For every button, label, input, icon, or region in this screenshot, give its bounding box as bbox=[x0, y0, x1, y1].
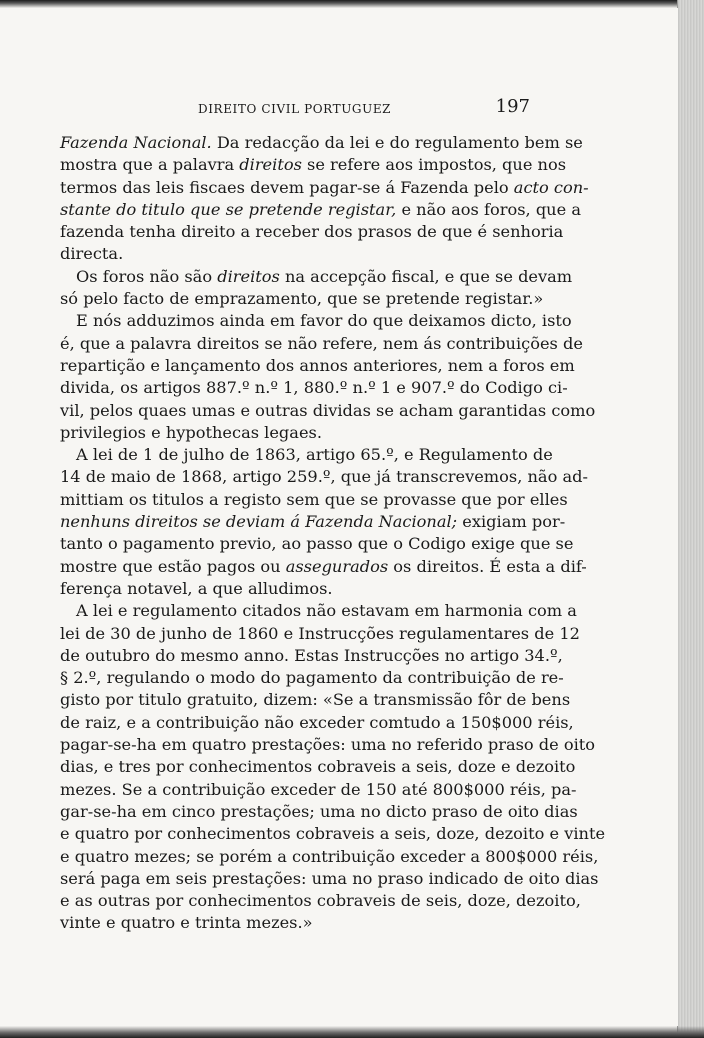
italic-text: stante do titulo que se pretende registar, bbox=[60, 199, 397, 219]
top-binding-shadow bbox=[0, 0, 704, 8]
text-line bbox=[60, 645, 563, 667]
text-line bbox=[60, 310, 572, 332]
page-number: 197 bbox=[495, 96, 530, 117]
text-line bbox=[60, 511, 566, 533]
paragraph bbox=[60, 266, 573, 311]
text-run: Os foros não são bbox=[76, 266, 218, 286]
paragraph bbox=[60, 132, 589, 266]
italic-text: assegurados bbox=[285, 556, 389, 576]
text-run: se refere aos impostos, que nos bbox=[301, 155, 567, 175]
text-run: será paga em seis prestações: uma no praso indicado de oito dias bbox=[60, 868, 599, 888]
text-line bbox=[60, 578, 530, 600]
text-run: mostre que estão pagos ou bbox=[60, 556, 286, 576]
text-line bbox=[60, 801, 578, 823]
text-line bbox=[60, 422, 530, 444]
text-run: A lei e regulamento citados não estavam em harmonia com a bbox=[76, 601, 577, 621]
text-line bbox=[60, 377, 568, 399]
text-run: fazenda tenha direito a receber dos prasos de que é senhoria bbox=[60, 222, 564, 242]
text-run: e as outras por conhecimentos cobraveis de seis, doze, dezoito, bbox=[60, 891, 581, 911]
text-run: pagar-se-ha em quatro prestações: uma no referido praso de oito bbox=[60, 735, 596, 755]
italic-text: acto con- bbox=[513, 177, 589, 197]
text-line bbox=[60, 221, 564, 243]
italic-text: nenhuns direitos se deviam á Fazenda Nacional; bbox=[60, 512, 458, 532]
page-header bbox=[60, 96, 530, 122]
text-run: divida, os artigos 887.º n.º 1, 880.º n.º 1 e 907.º do Codigo ci- bbox=[60, 378, 568, 398]
text-run: gar-se-ha em cinco prestações; uma no dicto praso de oito dias bbox=[60, 801, 578, 821]
text-run: os direitos. É esta a dif- bbox=[388, 556, 587, 576]
text-line bbox=[60, 734, 596, 756]
text-line bbox=[60, 132, 583, 154]
text-run: Da redacção da lei e do regulamento bem se bbox=[211, 133, 583, 152]
text-line bbox=[60, 243, 530, 265]
text-line bbox=[60, 756, 576, 778]
italic-text: direitos bbox=[239, 155, 302, 175]
text-line bbox=[60, 333, 583, 355]
paragraph bbox=[60, 310, 596, 444]
text-run: mittiam os titulos a registo sem que se provasse que por elles bbox=[60, 489, 568, 509]
text-line bbox=[60, 177, 589, 199]
running-title: DIREITO CIVIL PORTUGUEZ bbox=[198, 102, 392, 116]
text-run: vinte e quatro e trinta mezes.» bbox=[60, 913, 313, 933]
paragraph bbox=[60, 600, 606, 934]
text-run: privilegios e hypothecas legaes. bbox=[60, 422, 322, 442]
book-page bbox=[0, 8, 678, 1026]
text-run: E nós adduzimos ainda em favor do que deixamos dicto, isto bbox=[76, 311, 572, 331]
text-line bbox=[60, 912, 530, 934]
text-run: de outubro do mesmo anno. Estas Instrucções no artigo 34.º, bbox=[60, 645, 563, 665]
text-run: só pelo facto de emprazamento, que se pretende registar.» bbox=[60, 289, 544, 309]
text-line bbox=[60, 689, 571, 711]
text-line bbox=[60, 400, 596, 422]
text-line bbox=[60, 154, 567, 176]
text-run: e quatro por conhecimentos cobraveis a seis, doze, dezoito e vinte bbox=[60, 824, 606, 844]
text-line bbox=[60, 199, 581, 221]
text-line bbox=[60, 823, 606, 845]
text-run: exigiam por- bbox=[457, 512, 566, 532]
text-run: de raiz, e a contribuição não exceder comtudo a 150$000 réis, bbox=[60, 712, 574, 732]
text-line bbox=[60, 623, 580, 645]
text-line bbox=[60, 444, 553, 466]
text-run: gisto por titulo gratuito, dizem: «Se a transmissão fôr de bens bbox=[60, 690, 571, 710]
text-run: na accepção fiscal, e que se devam bbox=[279, 266, 573, 286]
text-line bbox=[60, 868, 599, 890]
text-run: tanto o pagamento previo, ao passo que o Codigo exige que se bbox=[60, 534, 574, 554]
text-run: 14 de maio de 1868, artigo 259.º, que já transcrevemos, não ad- bbox=[60, 467, 588, 487]
text-run: repartição e lançamento dos annos anteriores, nem a foros em bbox=[60, 355, 575, 375]
text-line bbox=[60, 533, 574, 555]
text-line bbox=[60, 846, 599, 868]
text-run: ferença notavel, a que alludimos. bbox=[60, 578, 333, 598]
text-run: mostra que a palavra bbox=[60, 155, 240, 175]
text-line bbox=[60, 266, 573, 288]
text-line bbox=[60, 667, 564, 689]
text-line bbox=[60, 890, 581, 912]
text-run: lei de 30 de junho de 1860 e Instrucções regulamentares de 12 bbox=[60, 623, 580, 643]
text-line bbox=[60, 556, 587, 578]
text-line bbox=[60, 600, 577, 622]
body-text bbox=[60, 132, 606, 935]
text-run: dias, e tres por conhecimentos cobraveis a seis, doze e dezoito bbox=[60, 757, 576, 777]
text-run: e quatro mezes; se porém a contribuição exceder a 800$000 réis, bbox=[60, 846, 599, 866]
text-run: A lei de 1 de julho de 1863, artigo 65.º, e Regulamento de bbox=[76, 445, 553, 465]
italic-text: direitos bbox=[217, 266, 280, 286]
text-line bbox=[60, 288, 544, 310]
text-line bbox=[60, 712, 574, 734]
text-run: e não aos foros, que a bbox=[396, 199, 581, 219]
text-run: termos das leis fiscaes devem pagar-se á Fazenda pelo bbox=[60, 177, 514, 197]
italic-text: Fazenda Nacional. bbox=[60, 133, 212, 152]
page-edge-stack bbox=[677, 0, 704, 1038]
text-run: directa. bbox=[60, 244, 124, 264]
text-line bbox=[60, 779, 577, 801]
text-run: § 2.º, regulando o modo do pagamento da contribuição de re- bbox=[60, 668, 564, 688]
text-run: é, que a palavra direitos se não refere, nem ás contribuições de bbox=[60, 333, 583, 353]
text-line bbox=[60, 355, 575, 377]
text-run: mezes. Se a contribuição exceder de 150 até 800$000 réis, pa- bbox=[60, 779, 577, 799]
paragraph bbox=[60, 444, 588, 600]
text-line bbox=[60, 489, 568, 511]
text-line bbox=[60, 466, 588, 488]
bottom-binding-shadow bbox=[0, 1026, 704, 1038]
text-run: vil, pelos quaes umas e outras dividas se acham garantidas como bbox=[60, 400, 596, 420]
